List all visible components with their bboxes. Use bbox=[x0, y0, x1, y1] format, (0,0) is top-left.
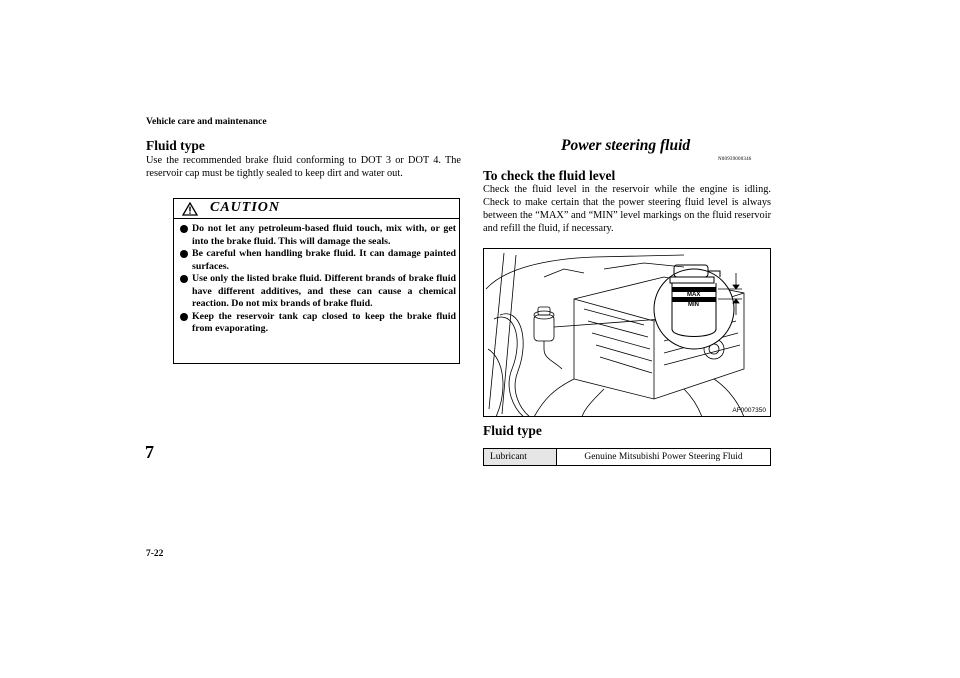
max-label: MAX bbox=[687, 292, 701, 298]
caution-list bbox=[180, 223, 456, 336]
caution-header bbox=[174, 199, 459, 219]
fluid-type-heading: Fluid type bbox=[483, 423, 542, 438]
caution-item: Use only the listed brake fluid. Different brands of brake fluid have different additives, and these can cause a chemical reaction. Do not mix brands of brake fluid. bbox=[180, 273, 456, 311]
engine-bay-drawing bbox=[484, 249, 771, 417]
figure-code: AF0007350 bbox=[732, 407, 766, 414]
page-header: Vehicle care and maintenance bbox=[146, 117, 267, 127]
bullet-icon bbox=[180, 225, 188, 233]
caution-item: Be careful when handling brake fluid. It can damage painted surfaces. bbox=[180, 248, 456, 273]
page-number: 7-22 bbox=[146, 549, 164, 559]
fluid-type-heading: Fluid type bbox=[146, 138, 205, 153]
lubricant-value: Genuine Mitsubishi Power Steering Fluid bbox=[557, 449, 771, 466]
check-fluid-paragraph: Check the fluid level in the reservoir while the engine is idling. Check to make certain that the power steering fluid level is always between the “MAX” and “MIN” level markings on the fluid reservoir and refill the fluid, if necessary. bbox=[483, 184, 771, 234]
caution-item: Do not let any petroleum-based fluid touch, mix with, or get into the brake fluid. This will damage the seals. bbox=[180, 223, 456, 248]
warning-triangle-icon bbox=[182, 202, 198, 216]
bullet-icon bbox=[180, 275, 188, 283]
section-title: Power steering fluid bbox=[561, 137, 691, 154]
chapter-number: 7 bbox=[145, 442, 154, 462]
check-fluid-level-heading: To check the fluid level bbox=[483, 168, 616, 183]
bullet-icon bbox=[180, 313, 188, 321]
min-label: MIN bbox=[688, 302, 699, 308]
engine-bay-illustration bbox=[483, 248, 771, 417]
lubricant-spec-table bbox=[483, 448, 771, 466]
bullet-icon bbox=[180, 250, 188, 258]
brake-fluid-paragraph: Use the recommended brake fluid conforming to DOT 3 or DOT 4. The reservoir cap must be tightly sealed to keep dirt and water out. bbox=[146, 155, 461, 179]
table-row bbox=[484, 449, 771, 466]
lubricant-label: Lubricant bbox=[484, 449, 557, 466]
caution-item: Keep the reservoir tank cap closed to keep the brake fluid from evaporating. bbox=[180, 311, 456, 336]
caution-box bbox=[173, 198, 460, 364]
caution-title: CAUTION bbox=[210, 200, 281, 215]
reference-code: N00939000346 bbox=[718, 157, 752, 162]
